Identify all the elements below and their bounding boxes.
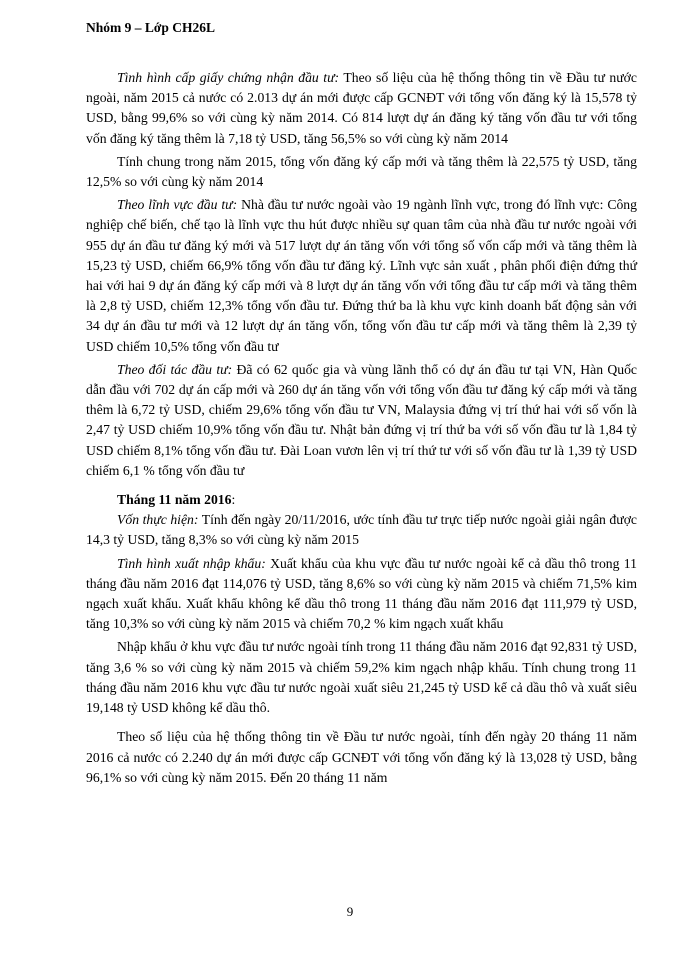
paragraph-licensing-2016: [86, 727, 637, 788]
paragraph-text: Nhà đầu tư nước ngoài vào 19 ngành lĩnh vực, trong đó lĩnh vực: Công nghiệp chế biến, chế tạo là lĩnh vực thu hút được nhiều sự quan tâm của nhà đầu tư nước ngoài với 955 dự án đầu tư đăng ký mới và 517 lượt dự án tăng vốn với tổng số vốn cấp mới và tăng thêm là 15,23 tỷ USD, chiếm 66,9% tổng vốn đầu tư đăng ký. Lĩnh vực sản xuất , phân phối điện đứng thứ hai với hai 9 dự án đăng ký cấp mới và 8 lượt dự án tăng vốn với tổng đầu tư cấp mới và tăng thêm là 2,8 tỷ USD, chiếm 12,3% tổng vốn đầu tư. Đứng thứ ba là khu vực kinh doanh bất động sản với 34 dự án đầu tư mới và 12 lượt dự án tăng vốn, tổng vốn đầu tư cấp mới và tăng thêm là 2,39 tỷ USD chiếm 10,5% tổng vốn đầu tư: [86, 197, 637, 354]
paragraph-export-import: [86, 554, 637, 635]
paragraph-lead: Theo lĩnh vực đầu tư:: [117, 197, 238, 213]
page-number: 9: [346, 904, 354, 919]
paragraph-disbursement: [86, 510, 637, 550]
paragraph-lead: Tình hình xuất nhập khẩu:: [117, 555, 266, 571]
paragraph-by-sector: [86, 195, 637, 357]
paragraph-lead: Vốn thực hiện:: [117, 512, 199, 528]
section-heading: [86, 490, 637, 510]
section-heading-suffix: :: [231, 492, 236, 508]
paragraph-investment-licensing: [86, 68, 637, 149]
paragraph-imports: [86, 637, 637, 718]
page-header: Nhóm 9 – Lớp CH26L: [86, 20, 215, 35]
paragraph-text: Tính đến ngày 20/11/2016, ước tính đầu tư trực tiếp nước ngoài giải ngân được 14,3 tỷ USD, tăng 8,3% so với cùng kỳ năm 2015: [86, 512, 638, 548]
paragraph-text: Theo số liệu của hệ thống thông tin về Đầu tư nước ngoài, tính đến ngày 20 tháng 11 năm 2016 cả nước có 2.240 dự án mới được cấp GCNĐT với tổng vốn đăng ký là 13,028 tỷ USD, bằng 96,1% so với cùng kỳ năm 2015. Đến 20 tháng 11 năm: [86, 729, 637, 785]
document-body: [86, 68, 637, 788]
paragraph-lead: Theo đối tác đầu tư:: [117, 361, 233, 377]
paragraph-total-2015: [86, 152, 637, 192]
paragraph-text: Đã có 62 quốc gia và vùng lãnh thổ có dự án đầu tư tại VN, Hàn Quốc dẫn đầu với 702 dự án cấp mới và 260 dự án tăng vốn với tổng vốn đầu tư đăng ký cấp mới và tăng thêm là 6,72 tỷ USD, chiếm 29,6% tổng vốn đầu tư VN, Malaysia đứng vị trí thứ hai với số vốn là 2,47 tỷ USD chiếm 10,9% tổng vốn đầu tư. Nhật bản đứng vị trí thứ ba với số vốn đầu tư là 1,84 tỷ USD chiếm 8,1% tổng vốn đầu tư. Đài Loan vươn lên vị trí thứ tư với số vốn đầu tư là 1,39 tỷ USD chiếm 6,1 % tổng vốn đầu tư: [86, 361, 637, 478]
section-heading-text: Tháng 11 năm 2016: [117, 492, 232, 508]
paragraph-text: Theo số liệu của hệ thống thông tin về Đầu tư nước ngoài, năm 2015 cả nước có 2.013 dự án mới được cấp GCNĐT với tổng vốn đăng ký là 15,578 tỷ USD, bằng 99,6% so với cùng kỳ năm 2014. Có 814 lượt dự án đăng ký tăng vốn đầu tư với tổng vốn đăng ký tăng thêm là 7,18 tỷ USD, tăng 56,5% so với cùng kỳ năm 2014: [86, 70, 637, 146]
paragraph-text: Xuất khẩu của khu vực đầu tư nước ngoài kể cả dầu thô trong 11 tháng đầu năm 2016 đạt 114,076 tỷ USD, tăng 8,6% so với cùng kỳ năm 2015 và chiếm 71,5% kim ngạch xuất khẩu. Xuất khẩu không kể dầu thô trong 11 tháng đầu năm 2016 đạt 111,979 tỷ USD, tăng 10,3% so với cùng kỳ năm 2015 và chiếm 70,2 % kim ngạch xuất khẩu: [86, 555, 637, 632]
paragraph-by-partner: [86, 360, 637, 481]
paragraph-text: Tính chung trong năm 2015, tổng vốn đăng ký cấp mới và tăng thêm là 22,575 tỷ USD, tăng 12,5% so với cùng kỳ năm 2014: [86, 153, 637, 190]
paragraph-lead: Tình hình cấp giấy chứng nhận đầu tư:: [117, 70, 340, 85]
paragraph-text: Nhập khẩu ở khu vực đầu tư nước ngoài tính trong 11 tháng đầu năm 2016 đạt 92,831 tỷ USD, tăng 3,6 % so với cùng kỳ năm 2015 và chiếm 59,2% kim ngạch nhập khẩu. Tính chung trong 11 tháng đầu năm 2016 khu vực đầu tư nước ngoài xuất siêu 21,245 tỷ USD kể cả dầu thô và xuất siêu 19,148 tỷ USD không kể dầu thô.: [86, 639, 637, 716]
